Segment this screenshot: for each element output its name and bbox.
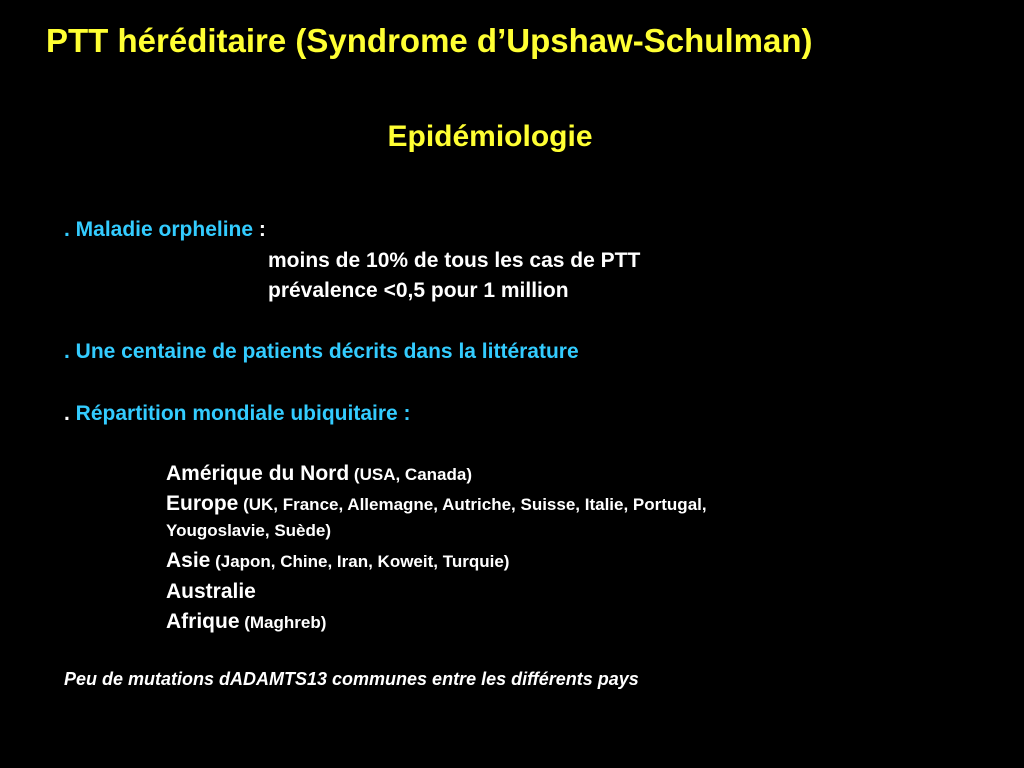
colon: :: [258, 218, 266, 241]
footer-note: Peu de mutations dADAMTS13 communes entre les différents pays: [64, 669, 639, 689]
region-detail: (Japon, Chine, Iran, Koweit, Turquie): [210, 552, 510, 571]
slide-subtitle: Epidémiologie: [387, 120, 593, 153]
bullet: .: [64, 218, 76, 241]
region-item: [166, 462, 472, 486]
region-item-continuation: [166, 521, 331, 541]
detail-line: prévalence <0,5 pour 1 million: [268, 279, 569, 302]
bullet: .: [64, 402, 76, 425]
region-detail: (UK, France, Allemagne, Autriche, Suisse, Italie, Portugal,: [238, 495, 707, 514]
section-patients: . Une centaine de patients décrits dans la littérature: [64, 340, 579, 363]
region-name: Europe: [166, 492, 239, 515]
region-detail: (Maghreb): [239, 613, 327, 632]
section-maladie-orpheline: [64, 218, 266, 242]
region-item: [166, 610, 326, 634]
region-detail: Yougoslavie, Suède): [166, 521, 332, 540]
region-name: Asie: [166, 549, 211, 572]
section-repartition: [64, 402, 411, 426]
section-label: Maladie orpheline: [75, 218, 259, 241]
region-item: [166, 549, 509, 573]
region-item: [166, 492, 707, 516]
section-label: Répartition mondiale ubiquitaire :: [75, 402, 411, 425]
region-name: Australie: [166, 580, 256, 603]
region-name: Afrique: [166, 610, 240, 633]
detail-line: moins de 10% de tous les cas de PTT: [268, 249, 641, 272]
region-detail: (USA, Canada): [349, 465, 472, 484]
region-name: Amérique du Nord: [166, 462, 350, 485]
slide-title: PTT héréditaire (Syndrome d’Upshaw-Schulman): [46, 22, 813, 59]
region-item: [166, 580, 256, 604]
